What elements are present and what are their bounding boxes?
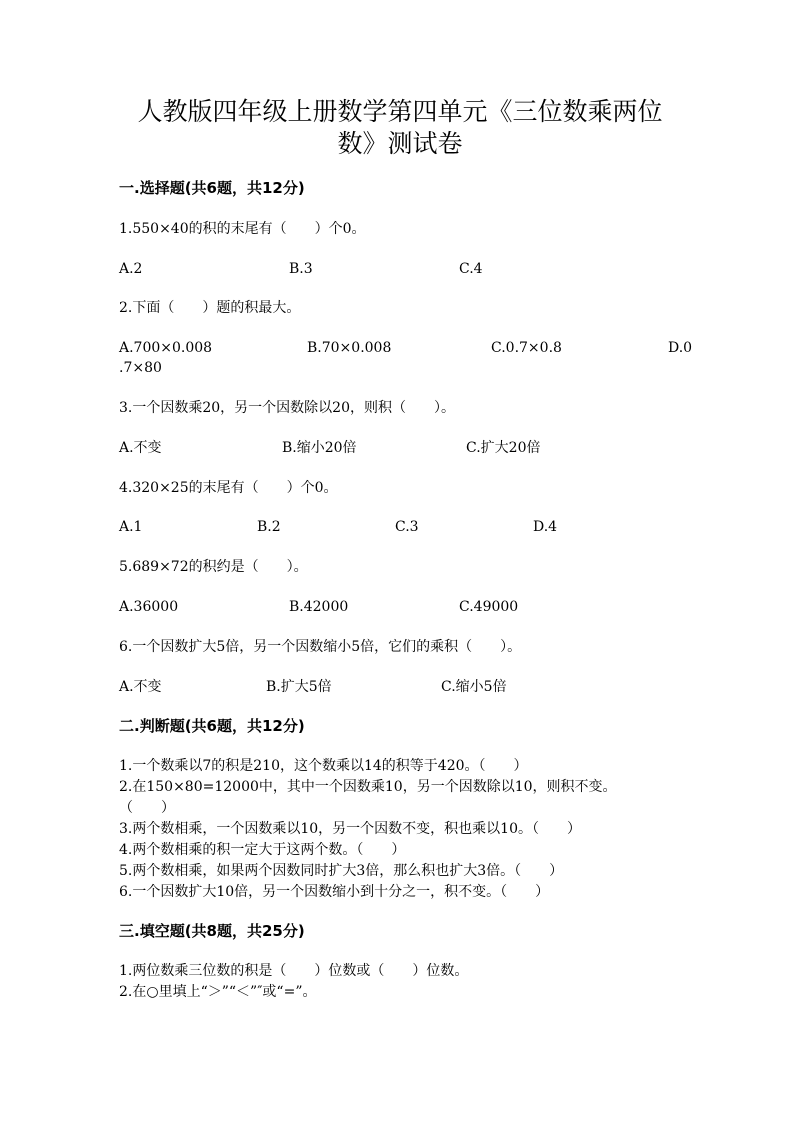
- option-a: A.不变: [119, 440, 162, 456]
- judgment-item-continued: （ ）: [119, 800, 175, 816]
- question-stem: 6.一个因数扩大5倍，另一个因数缩小5倍，它们的乘积（ ）。: [119, 639, 522, 655]
- option-d: D.0: [668, 340, 693, 356]
- option-b: B.扩大5倍: [266, 679, 332, 695]
- option-b: B.70×0.008: [307, 340, 392, 356]
- option-d-wrapped-text: .7×80: [119, 360, 162, 376]
- section-heading-true-false: 二.判断题(共6题，共12分): [119, 717, 305, 735]
- option-b: B.缩小20倍: [282, 440, 357, 456]
- option-b: B.2: [257, 519, 281, 535]
- judgment-item: 5.两个数相乘，如果两个因数同时扩大3倍，那么积也扩大3倍。（ ）: [119, 863, 564, 879]
- judgment-item: 6.一个因数扩大10倍，另一个因数缩小到十分之一，积不变。（ ）: [119, 884, 550, 900]
- option-a: A.不变: [119, 679, 162, 695]
- option-a: A.700×0.008: [119, 340, 213, 356]
- page-title-line-1: 人教版四年级上册数学第四单元《三位数乘两位: [137, 97, 663, 126]
- question-stem: 2.下面（ ）题的积最大。: [119, 300, 301, 316]
- option-c: C.扩大20倍: [466, 440, 541, 456]
- page-title-line-2: 数》测试卷: [337, 129, 463, 158]
- option-a: A.2: [119, 261, 143, 277]
- question-stem: 5.689×72的积约是（ ）。: [119, 559, 308, 575]
- judgment-item: 3.两个数相乘，一个因数乘以10，另一个因数不变，积也乘以10。（ ）: [119, 821, 581, 837]
- option-d: D.4: [533, 519, 558, 535]
- option-b: B.42000: [289, 599, 349, 615]
- judgment-item: 4.两个数相乘的积一定大于这两个数。（ ）: [119, 842, 406, 858]
- fill-in-item: 1.两位数乘三位数的积是（ ）位数或（ ）位数。: [119, 963, 469, 979]
- option-c: C.3: [395, 519, 419, 535]
- fill-in-item: 2.在○里填上“＞”“＜”″或“=”。: [119, 984, 317, 1000]
- option-a: A.1: [119, 519, 143, 535]
- question-stem: 1.550×40的积的末尾有（ ）个0。: [119, 221, 366, 237]
- judgment-item: 2.在150×80=12000中，其中一个因数乘10，另一个因数除以10，则积不变。: [119, 779, 617, 795]
- option-c: C.0.7×0.8: [491, 340, 562, 356]
- judgment-item: 1.一个数乘以7的积是210，这个数乘以14的积等于420。（ ）: [119, 758, 528, 774]
- option-c: C.缩小5倍: [441, 679, 507, 695]
- question-stem: 3.一个因数乘20，另一个因数除以20，则积（ ）。: [119, 400, 455, 416]
- section-heading-fill-in: 三.填空题(共8题，共25分): [119, 922, 305, 940]
- option-b: B.3: [289, 261, 313, 277]
- option-c: C.49000: [459, 599, 519, 615]
- section-heading-multiple-choice: 一.选择题(共6题，共12分): [119, 179, 305, 197]
- option-c: C.4: [459, 261, 483, 277]
- option-a: A.36000: [119, 599, 179, 615]
- question-stem: 4.320×25的末尾有（ ）个0。: [119, 480, 338, 496]
